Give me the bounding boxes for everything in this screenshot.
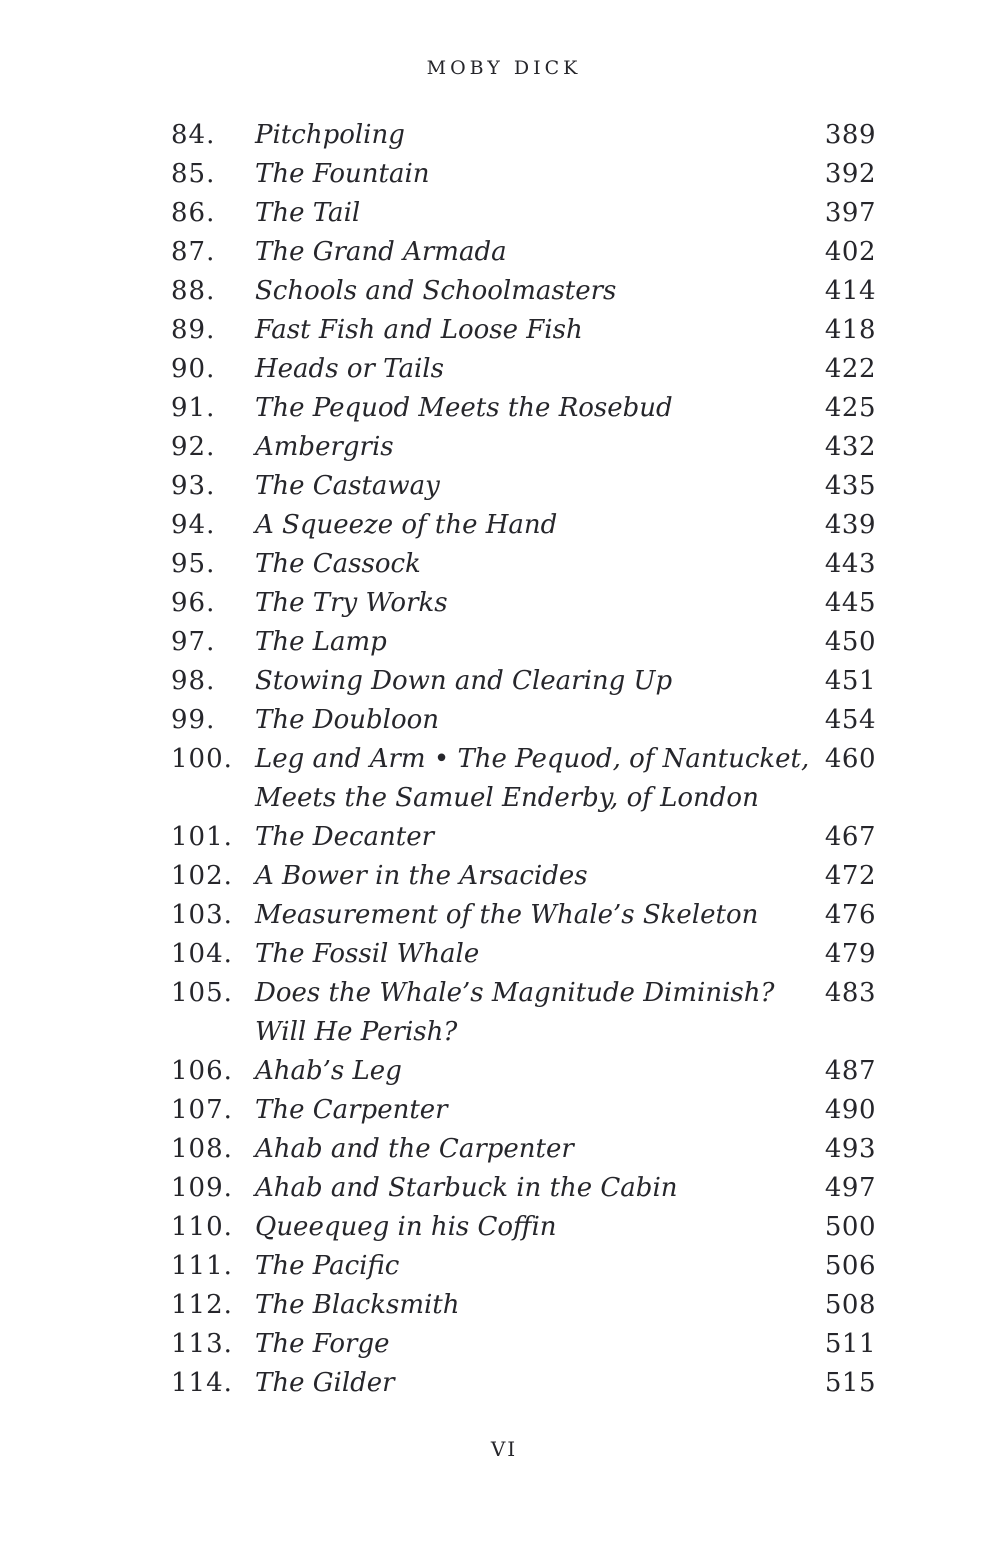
chapter-page-number: 432 (824, 432, 876, 462)
chapter-page-number: 422 (824, 354, 876, 384)
chapter-number: 110. (171, 1212, 233, 1242)
chapter-page-number: 483 (824, 978, 876, 1008)
toc-entry (171, 350, 876, 389)
chapter-page-number: 493 (824, 1134, 876, 1164)
chapter-title: Does the Whale’s Magnitude Diminish? Will He Perish? (255, 974, 825, 1052)
chapter-page-number: 490 (824, 1095, 876, 1125)
chapter-page-number: 392 (824, 159, 876, 189)
toc-entry (171, 389, 876, 428)
chapter-page-number: 500 (824, 1212, 876, 1242)
toc-entry (171, 818, 876, 857)
chapter-number: 108. (171, 1134, 233, 1164)
chapter-number: 86. (171, 198, 216, 228)
toc-entry (171, 311, 876, 350)
chapter-number: 90. (171, 354, 216, 384)
chapter-number: 91. (171, 393, 216, 423)
toc-entry (171, 1169, 876, 1208)
chapter-title: The Forge (255, 1329, 390, 1359)
chapter-title: Ahab and Starbuck in the Cabin (255, 1173, 678, 1203)
chapter-page-number: 497 (824, 1173, 876, 1203)
chapter-title: The Blacksmith (255, 1290, 460, 1320)
chapter-page-number: 506 (824, 1251, 876, 1281)
chapter-title: The Decanter (255, 822, 435, 852)
toc-entry (171, 155, 876, 194)
toc-entry (171, 467, 876, 506)
toc-entry (171, 974, 876, 1052)
toc-entry (171, 1091, 876, 1130)
toc-entry (171, 1286, 876, 1325)
chapter-page-number: 515 (824, 1368, 876, 1398)
chapter-number: 96. (171, 588, 216, 618)
chapter-page-number: 479 (824, 939, 876, 969)
chapter-number: 111. (171, 1251, 233, 1281)
chapter-title: The Cassock (255, 549, 421, 579)
chapter-title: Schools and Schoolmasters (255, 276, 617, 306)
toc-entry (171, 662, 876, 701)
chapter-number: 104. (171, 939, 233, 969)
chapter-title: The Castaway (255, 471, 440, 501)
running-header: MOBY DICK (426, 57, 582, 79)
chapter-title: Pitchpoling (255, 120, 405, 150)
chapter-title: Fast Fish and Loose Fish (255, 315, 583, 345)
chapter-page-number: 508 (824, 1290, 876, 1320)
chapter-page-number: 445 (824, 588, 876, 618)
toc-entry (171, 1208, 876, 1247)
chapter-page-number: 443 (824, 549, 876, 579)
chapter-number: 98. (171, 666, 216, 696)
chapter-page-number: 460 (824, 744, 876, 774)
toc-entry (171, 701, 876, 740)
chapter-number: 85. (171, 159, 216, 189)
toc-entry (171, 1364, 876, 1403)
toc-entry (171, 272, 876, 311)
chapter-title: The Lamp (255, 627, 387, 657)
chapter-page-number: 414 (824, 276, 876, 306)
chapter-number: 109. (171, 1173, 233, 1203)
chapter-number: 94. (171, 510, 216, 540)
chapter-number: 95. (171, 549, 216, 579)
chapter-page-number: 425 (824, 393, 876, 423)
chapter-page-number: 439 (824, 510, 876, 540)
chapter-page-number: 467 (824, 822, 876, 852)
chapter-title: Ahab and the Carpenter (255, 1134, 574, 1164)
toc-entry (171, 935, 876, 974)
chapter-page-number: 450 (824, 627, 876, 657)
chapter-number: 100. (171, 744, 233, 774)
chapter-number: 87. (171, 237, 216, 267)
toc-entry (171, 1052, 876, 1091)
chapter-page-number: 476 (824, 900, 876, 930)
chapter-number: 88. (171, 276, 216, 306)
chapter-number: 92. (171, 432, 216, 462)
chapter-page-number: 435 (824, 471, 876, 501)
chapter-number: 105. (171, 978, 233, 1008)
toc-entry (171, 506, 876, 545)
chapter-number: 97. (171, 627, 216, 657)
toc-entry (171, 1130, 876, 1169)
chapter-title: A Bower in the Arsacides (255, 861, 588, 891)
chapter-title: The Fountain (255, 159, 430, 189)
chapter-title: The Carpenter (255, 1095, 448, 1125)
toc-entry (171, 896, 876, 935)
chapter-number: 84. (171, 120, 216, 150)
toc-entry (171, 428, 876, 467)
table-of-contents (171, 116, 876, 1403)
chapter-title: The Gilder (255, 1368, 395, 1398)
chapter-page-number: 487 (824, 1056, 876, 1086)
chapter-page-number: 454 (824, 705, 876, 735)
chapter-title: Queequeg in his Coffin (255, 1212, 557, 1242)
chapter-number: 103. (171, 900, 233, 930)
chapter-number: 113. (171, 1329, 233, 1359)
chapter-number: 101. (171, 822, 233, 852)
chapter-number: 112. (171, 1290, 233, 1320)
chapter-page-number: 511 (824, 1329, 876, 1359)
chapter-title: The Grand Armada (255, 237, 507, 267)
chapter-number: 99. (171, 705, 216, 735)
toc-entry (171, 1325, 876, 1364)
chapter-title: The Doubloon (255, 705, 439, 735)
chapter-title: The Pacific (255, 1251, 400, 1281)
chapter-page-number: 418 (824, 315, 876, 345)
chapter-title: The Try Works (255, 588, 448, 618)
chapter-number: 106. (171, 1056, 233, 1086)
chapter-title: The Pequod Meets the Rosebud (255, 393, 673, 423)
toc-entry (171, 623, 876, 662)
toc-entry (171, 1247, 876, 1286)
chapter-page-number: 389 (824, 120, 876, 150)
toc-entry (171, 545, 876, 584)
chapter-title: Measurement of the Whale’s Skeleton (255, 900, 759, 930)
chapter-number: 107. (171, 1095, 233, 1125)
chapter-title: The Fossil Whale (255, 939, 480, 969)
chapter-number: 93. (171, 471, 216, 501)
chapter-title: Ahab’s Leg (255, 1056, 402, 1086)
chapter-title: Ambergris (255, 432, 394, 462)
toc-entry (171, 740, 876, 818)
toc-entry (171, 194, 876, 233)
toc-entry (171, 584, 876, 623)
chapter-title: Heads or Tails (255, 354, 444, 384)
chapter-title: Leg and Arm • The Pequod, of Nantucket, Meets the Samuel Enderby, of London (255, 740, 825, 818)
chapter-number: 102. (171, 861, 233, 891)
chapter-page-number: 397 (824, 198, 876, 228)
page-number-folio: VI (490, 1437, 518, 1461)
chapter-title: Stowing Down and Clearing Up (255, 666, 673, 696)
toc-entry (171, 857, 876, 896)
chapter-page-number: 402 (824, 237, 876, 267)
chapter-title-continuation: Will He Perish? (255, 1017, 458, 1047)
chapter-number: 114. (171, 1368, 233, 1398)
chapter-number: 89. (171, 315, 216, 345)
toc-entry (171, 116, 876, 155)
chapter-page-number: 451 (824, 666, 876, 696)
chapter-page-number: 472 (824, 861, 876, 891)
chapter-title: The Tail (255, 198, 361, 228)
toc-entry (171, 233, 876, 272)
chapter-title: A Squeeze of the Hand (255, 510, 558, 540)
chapter-title-continuation: Meets the Samuel Enderby, of London (255, 783, 759, 813)
